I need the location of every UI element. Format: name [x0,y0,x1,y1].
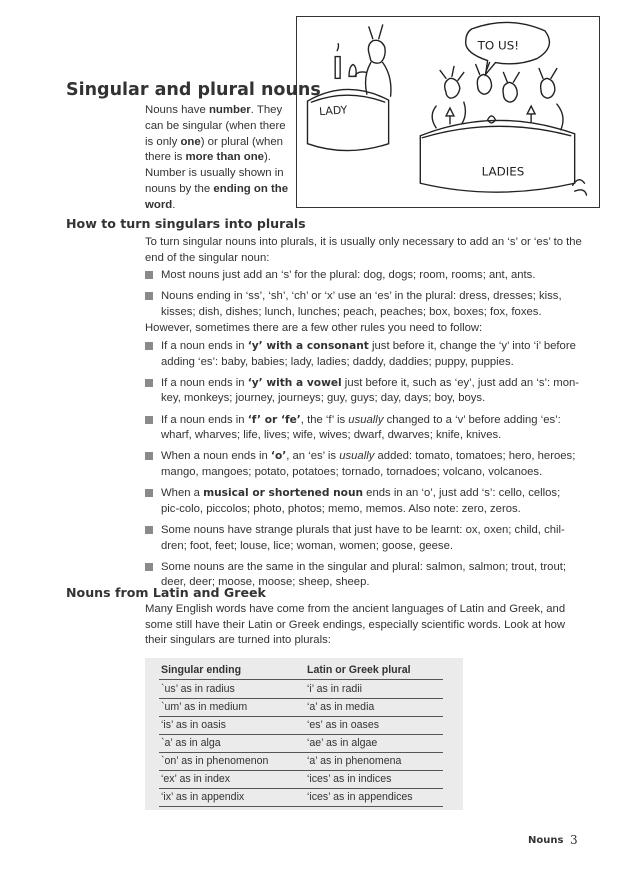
section1-however-text: However, sometimes there are a few other rules you need to follow: [145,322,483,334]
list-item: Some nouns have strange plurals that just have to be learnt: ox, oxen; child, chil-dren; foot, feet; louse, lice; woman, women; goose, geese. [145,523,581,554]
list-item: If a noun ends in ‘y’ with a consonant just before it, change the ‘y’ into ‘i’ before adding ‘es’: baby, babies; lady, ladies; daddy, daddies; puppy, puppies. [145,339,581,370]
table-row: `a’ as in alga ‘ae’ as in algae [159,734,443,753]
list-item: If a noun ends in ‘y’ with a vowel just before it, such as ‘ey’, just add an ‘s’: mon-key, monkeys; journey, journeys; guy, guys; day, days; boy, boys. [145,376,581,407]
bullet-square-icon [145,379,153,387]
page-number: 3 [570,833,578,847]
section-heading-singular-plural: How to turn singulars into plurals [66,216,306,231]
table-row: `us’ as in radius ‘i’ as in radii [159,680,443,699]
bullet-square-icon [145,342,153,350]
cartoon-illustration [296,16,600,208]
table-row: `um’ as in medium ‘a’ as in media [159,698,443,717]
list-item: Nouns ending in ‘ss’, ‘sh’, ‘ch’ or ‘x’ use an ‘es’ in the plural: dress, dresses; kiss, kisses; dish, dishes; lunch, lunches; peach, peaches; box, boxes; fox, foxes. [145,289,581,320]
bullet-square-icon [145,271,153,279]
list-item: Most nouns just add an ‘s’ for the plural: dog, dogs; room, rooms; ant, ants. [145,268,581,284]
rules-list-a [145,268,581,320]
table-row: `on’ as in phenomenon ‘a’ as in phenomena [159,752,443,771]
table-row: ‘ex’ as in index ‘ices’ as in indices [159,770,443,789]
table-row: ‘is’ as in oasis ‘es’ as in oases [159,716,443,735]
bullet-square-icon [145,292,153,300]
bullet-square-icon [145,526,153,534]
section1-intro-text: To turn singular nouns into plurals, it is usually only necessary to add an ‘s’ or ‘es’ to the end of the singular noun: [145,236,582,264]
list-item: Some nouns are the same in the singular and plural: salmon, salmon; trout, trout; deer, deer; moose, moose; sheep, sheep. [145,560,581,591]
page-title: Singular and plural nouns [66,80,321,100]
table-header-row: Singular ending Latin or Greek plural [159,661,443,680]
plural-endings-table [145,658,463,810]
intro-paragraph: Nouns have number. They can be singular (when there is only one) or plural (when there is more than one). Number is usually shown in nouns by the ending on the word. [145,104,289,211]
section-heading-latin-greek: Nouns from Latin and Greek [66,585,266,600]
bullet-square-icon [145,489,153,497]
bullet-square-icon [145,416,153,424]
list-item: When a noun ends in ‘o’, an ‘es’ is usually added: tomato, tomatoes; hero, heroes; mango, mangoes; potato, potatoes; tornado, tornadoes; volcano, volcanoes. [145,449,581,480]
ladies-sign-text: LADIES [481,164,525,179]
list-item: When a musical or shortened noun ends in an ‘o’, just add ‘s’: cello, cellos; pic-colo, piccolos; photo, photos; memo, memos. Also note: zero, zeros. [145,486,581,517]
section2-intro-text: Many English words have come from the ancient languages of Latin and Greek, and some still have their Latin or Greek endings, especially scientific words. Look at how their singulars are turned into plurals: [145,603,566,647]
bullet-square-icon [145,563,153,571]
speech-bubble-text: TO US! [477,38,519,53]
running-footer-label: Nouns [528,835,564,846]
table-row: ‘ix’ as in appendix ‘ices’ as in appendices [159,788,443,807]
lady-sign-text: LADY [318,103,348,119]
list-item: If a noun ends in ‘f’ or ‘fe’, the ‘f’ is usually changed to a ‘v’ before adding ‘es’: wharf, wharves; life, lives; wife, wives; dwarf, dwarves; knife, knives. [145,413,581,444]
bullet-square-icon [145,452,153,460]
rules-list-b [145,339,581,591]
